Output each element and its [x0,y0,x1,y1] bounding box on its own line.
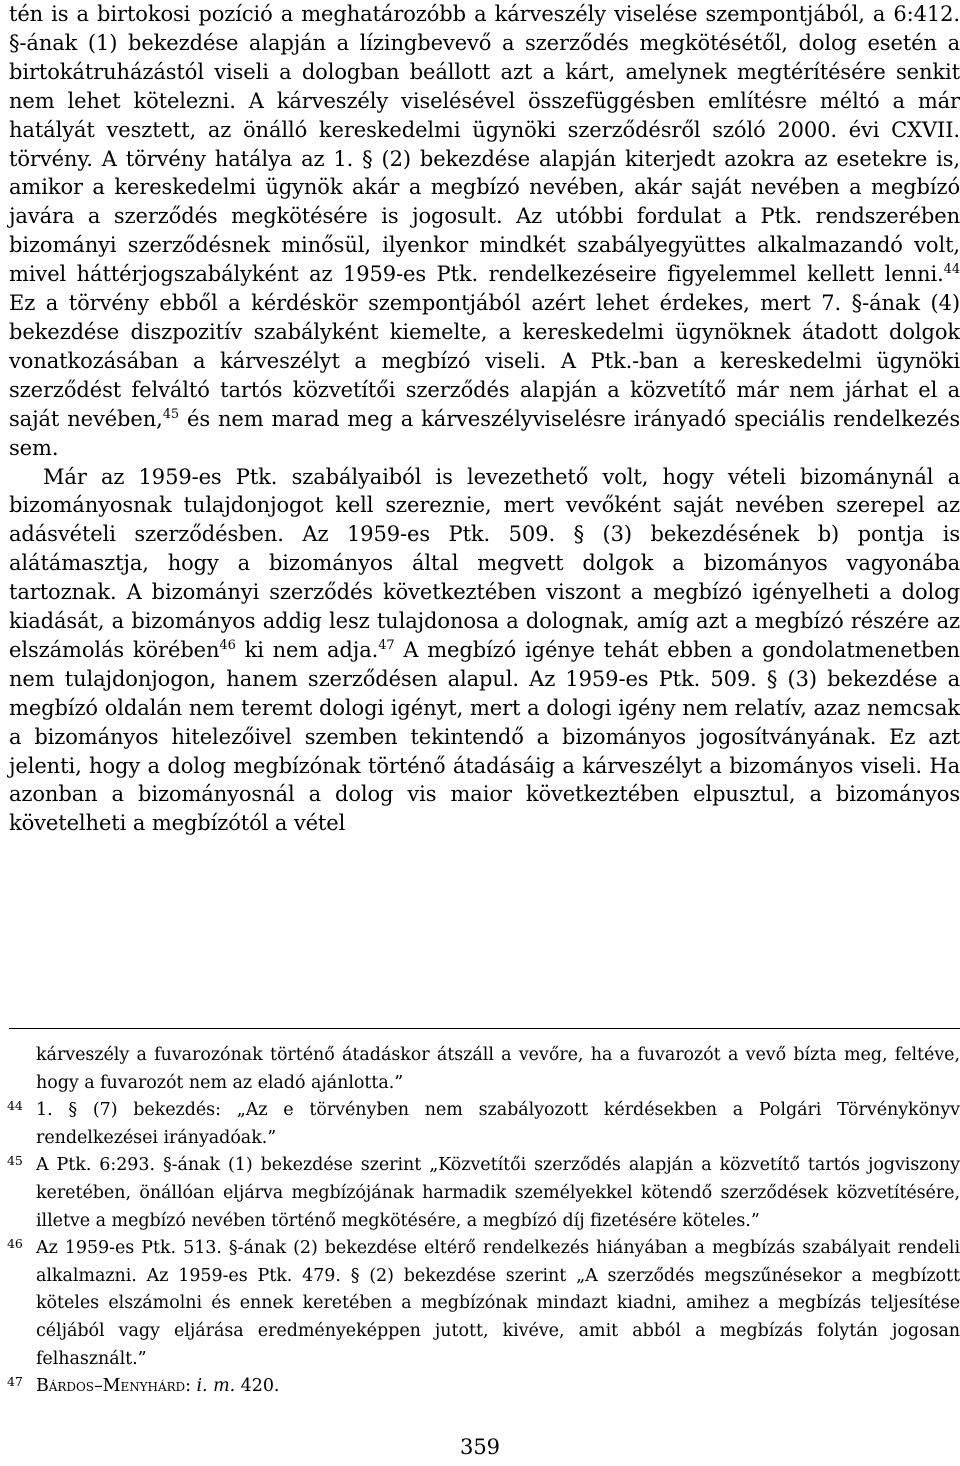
footnote-number: 44 [7,1098,23,1114]
paragraph-2-text-b: ki nem adja. [235,637,379,662]
footnote-page: 420. [235,1376,280,1397]
footnote-text: Az 1959-es Ptk. 513. §-ának (2) bekezdése eltérő rendelkezés hiányában a megbízás szabályait rendeli alkalmazni. Az 1959-es Ptk. 479. § (2) bekezdése szerint „A szerződés megszűnésekor a megbízott köteles elszámolni és ennek keretében a megbízónak mindazt kiadni, amihez a megbízás teljesítése céljából vagy eljárása eredményeképpen jutott, kivéve, amit abból a megbízás folytán jogosan felhasznált.” [36,1238,960,1369]
footnote-number: 45 [7,1153,23,1169]
footnotes [9,1042,960,1401]
page-number: 359 [459,1435,501,1459]
footnote-number: 47 [7,1374,23,1390]
footnote-text: A Ptk. 6:293. §-ának (1) bekezdése szerint „Közvetítői szerződés alapján a közvetítő tartós jogviszony keretében, önállóan eljárva megbízójának harmadik személyekkel kötendő szerződések közvetítésére, illetve a megbízó nevében történő megkötésére, a megbízó díj fizetésére köteles.” [36,1155,960,1231]
main-text [9,0,960,838]
footnote-separator [9,1028,960,1029]
footnote-text: 1. § (7) bekezdés: „Az e törvényben nem szabályozott kérdésekben a Polgári Törvénykönyv rendelkezései irányadóak.” [36,1100,960,1148]
footnote-ref-46[interactable]: 46 [219,637,236,653]
paragraph-1-text-c: és nem marad meg a kárveszélyviselésre irányadó speciális rendelkezés sem. [9,406,960,460]
footnote-continuation-text: kárveszély a fuvarozónak történő átadáskor átszáll a vevőre, ha a fuvarozót a vevő bízta meg, feltéve, hogy a fuvarozót nem az eladó ajánlotta.” [36,1045,960,1093]
paragraph-2-text-c: A megbízó igénye tehát ebben a gondolatmenetben nem tulajdonjogon, hanem szerződésen alapul. Az 1959-es Ptk. 509. § (3) bekezdése a megbízó oldalán nem teremt dologi igényt, mert a dologi igény nem relatív, azaz nemcsak a bizományos hitelezőivel szemben tekintendő a bizományos jogosítványának. Ez azt jelenti, hogy a dolog megbízónak történő átadásáig a kárveszélyt a bizományos viseli. Ha azonban a bizományosnál a dolog vis maior következtében elpusztul, a bizományos követelheti a megbízótól a vétel [9,637,960,836]
paragraph-1-text-b: Ez a törvény ebből a kérdéskör szempontjából azért lehet érdekes, mert 7. §-ának (4) bekezdése diszpozitív szabályként kiemelte, a kereskedelmi ügynöknek átadott dolgok vonatkozásában a kárveszélyt a megbízó viseli. A Ptk.-ban a kereskedelmi ügynöki szerződést felváltó tartós közvetítői szerződés alapján a közvetítő már nem járhat el a saját nevében, [9,291,960,431]
footnote-45 [9,1152,960,1235]
footnote-number: 46 [7,1236,23,1252]
footnote-47 [9,1373,960,1401]
paragraph-1-text-a: tén is a birtokosi pozíció a meghatározóbb a kárveszély viselése szempontjából, a 6:412. §-ának (1) bekezdése alapján a lízingbevevő a szerződés megkötésétől, dolog esetén a birtokátruházástól viseli a dologban beállott azt a kárt, amelynek megtérítésére senkit nem lehet kötelezni. A kárveszély viselésével összefüggésben említésre méltó a már hatályát vesztett, az önálló kereskedelmi ügynöki szerződésről szóló 2000. évi CXVII. törvény. A törvény hatálya az 1. § (2) bekezdése alapján kiterjedt azokra az esetekre is, amikor a kereskedelmi ügynök akár a megbízó nevében, akár saját nevében a megbízó javára a szerződés megkötésére is jogosult. Az utóbbi fordulat a Ptk. rendszerében bizományi szerződésnek minősül, ilyenkor mindkét szabályegyüttes alkalmazandó volt, mivel háttérjogszabályként az 1959-es Ptk. rendelkezéseire figyelemmel kellett lenni. [9,2,960,287]
footnote-ref-44[interactable]: 44 [943,262,960,278]
paragraph-1 [9,0,960,463]
footnote-ref-47[interactable]: 47 [378,637,395,653]
footnote-46 [9,1235,960,1373]
footnote-authors: Bárdos–Menyhárd [36,1376,186,1397]
footnote-ref-45[interactable]: 45 [162,406,180,422]
footnote-44 [9,1097,960,1152]
paragraph-2-text-a: Már az 1959-es Ptk. szabályaiból is levezethető volt, hogy vételi bizománynál a bizományosnak tulajdonjogot kell szereznie, mert vevőként saját nevében szerepel az adásvételi szerződésben. Az 1959-es Ptk. 509. § (3) bekezdésének b) pontja is alátámasztja, hogy a bizományos által megvett dolgok a bizományos vagyonába tartoznak. A bizományi szerződés következtében viszont a megbízó igényelheti a dolog kiadását, a bizományos addig lesz tulajdonosa a dolognak, amíg azt a megbízó részére az elszámolás körében [9,464,960,662]
footnote-separator-text: : [185,1376,197,1397]
footnote-continuation [9,1042,960,1097]
paragraph-2 [9,463,960,839]
footnote-cite: i. m. [196,1376,236,1397]
